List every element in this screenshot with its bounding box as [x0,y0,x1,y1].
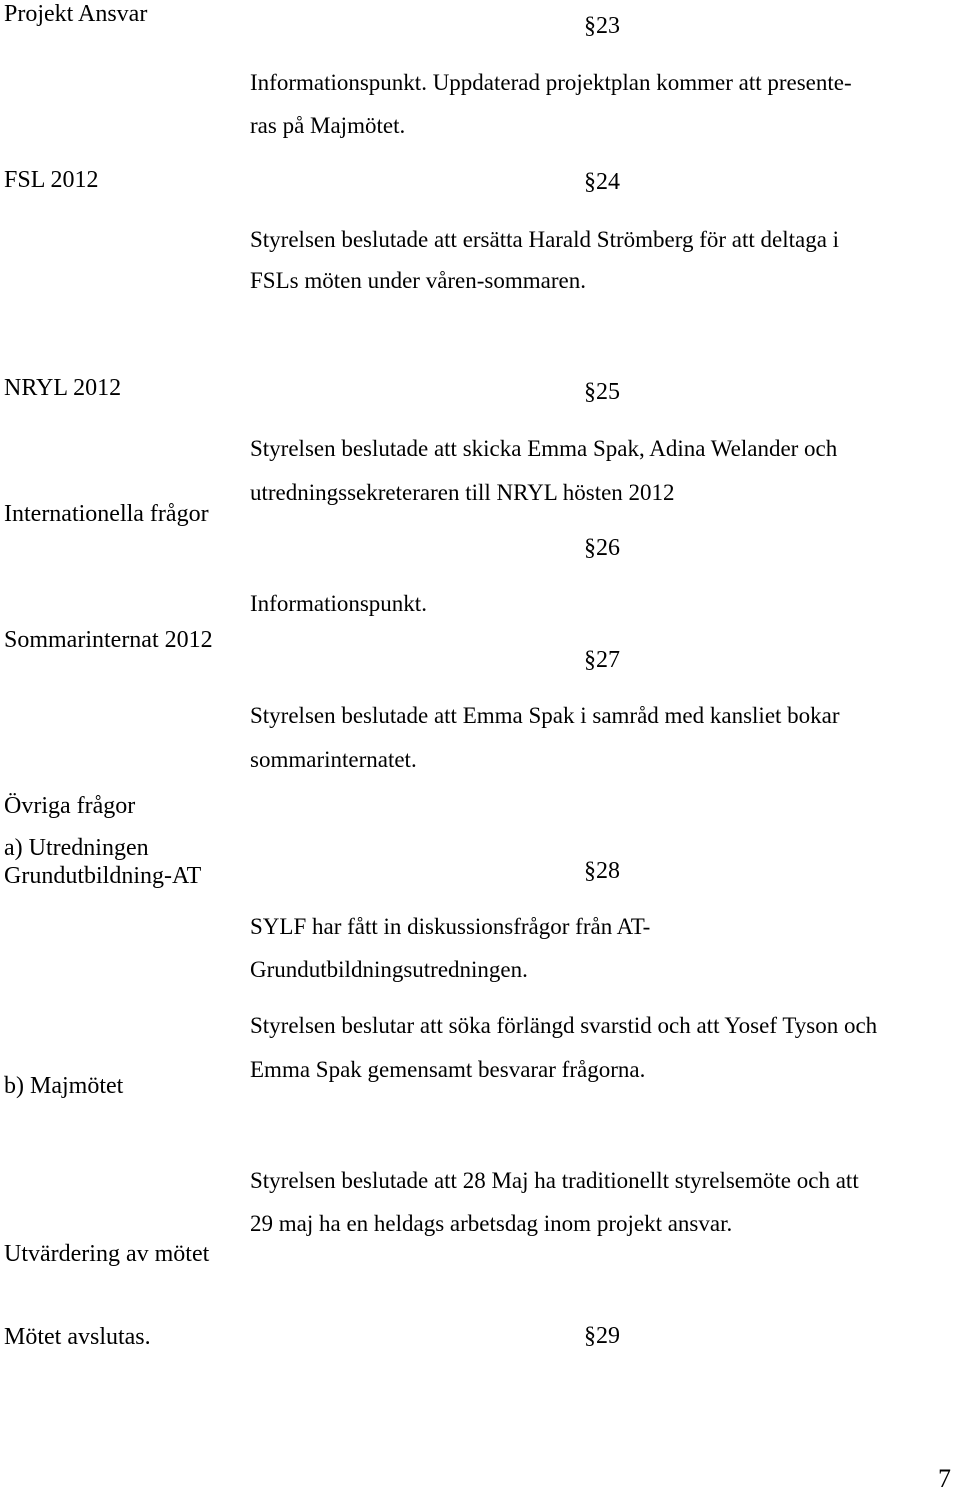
label-nryl-2012: NRYL 2012 [4,375,122,401]
label-a-utredningen: a) Utredningen [4,835,149,861]
pb-line-1: Styrelsen beslutade att 28 Maj ha traditionellt styrelsemöte och att [250,1168,859,1193]
section-26: §26 [584,535,620,561]
label-internationella-fragor: Internationella frågor [4,501,209,527]
p28-line-2: Grundutbildningsutredningen. [250,957,528,982]
p23-line-2: ras på Majmötet. [250,113,406,138]
section-23: §23 [584,13,620,39]
p24-line-1: Styrelsen beslutade att ersätta Harald Strömberg för att deltaga i [250,227,840,252]
label-grundutbildning-at: Grundutbildning-AT [4,863,202,889]
section-27: §27 [584,647,620,673]
label-b-majmotet: b) Majmötet [4,1073,124,1099]
label-motet-avslutas: Mötet avslutas. [4,1324,151,1350]
p28-line-4: Emma Spak gemensamt besvarar frågorna. [250,1057,646,1082]
p27-line-1: Styrelsen beslutade att Emma Spak i samråd med kansliet bokar [250,703,840,728]
p28-line-3: Styrelsen beslutar att söka förlängd svarstid och att Yosef Tyson och [250,1013,878,1038]
label-projekt-ansvar: Projekt Ansvar [4,1,148,27]
label-utvardering: Utvärdering av mötet [4,1241,210,1267]
label-sommarinternat-2012: Sommarinternat 2012 [4,627,213,653]
p28-line-1: SYLF har fått in diskussionsfrågor från AT- [250,914,651,939]
pb-line-2: 29 maj ha en heldags arbetsdag inom projekt ansvar. [250,1211,733,1236]
p25-line-2: utredningssekreteraren till NRYL hösten 2012 [250,480,675,505]
section-29: §29 [584,1323,620,1349]
page-number: 7 [938,1464,951,1493]
p24-line-2: FSLs möten under våren-sommaren. [250,268,586,293]
section-28: §28 [584,858,620,884]
p23-line-1: Informationspunkt. Uppdaterad projektplan kommer att presente- [250,70,852,95]
section-25: §25 [584,379,620,405]
p26-text: Informationspunkt. [250,591,427,616]
label-fsl-2012: FSL 2012 [4,167,99,193]
p27-line-2: sommarinternatet. [250,747,417,772]
p25-line-1: Styrelsen beslutade att skicka Emma Spak, Adina Welander och [250,436,838,461]
section-24: §24 [584,169,620,195]
label-ovriga-fragor: Övriga frågor [4,793,136,819]
